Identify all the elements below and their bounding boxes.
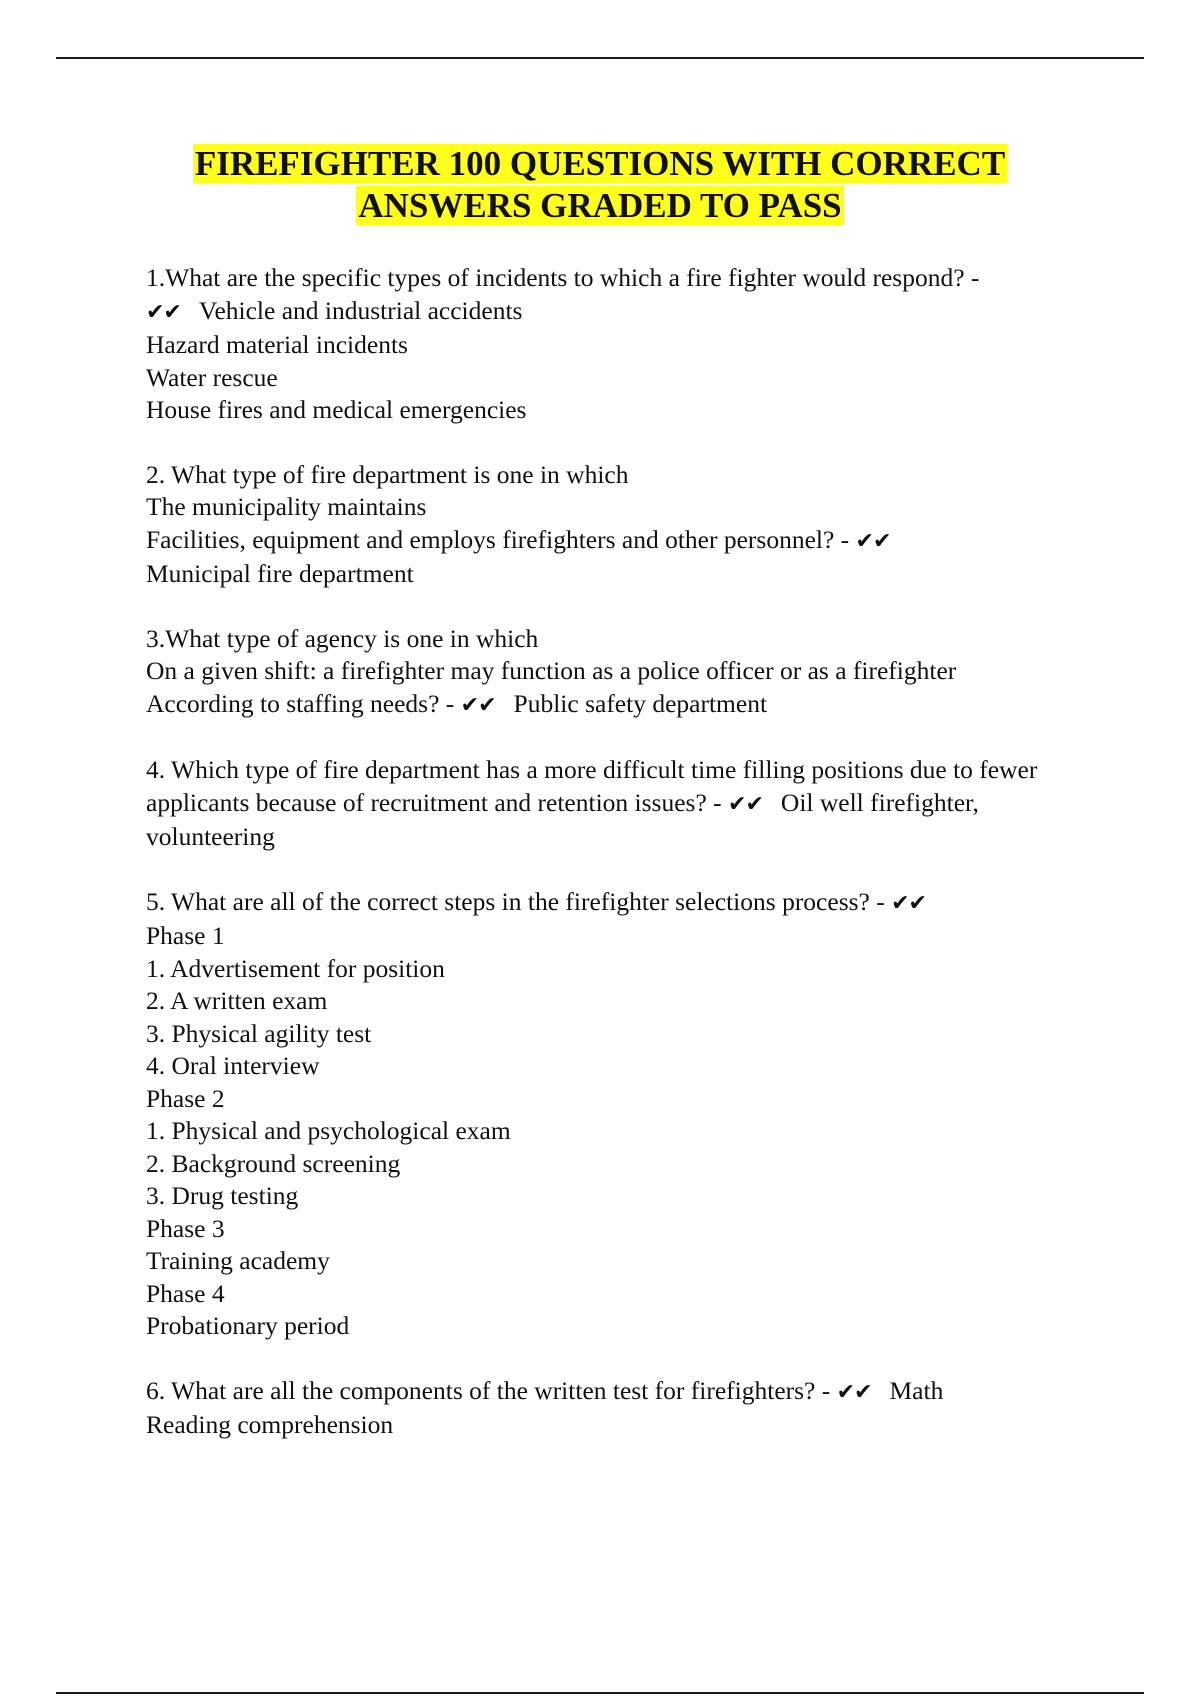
document-title: [0, 143, 1200, 227]
question-3: [146, 623, 1086, 723]
answer-line: 1. Advertisement for position: [146, 953, 445, 983]
question-text: On a given shift: a firefighter may function as a police officer or as a firefighter: [146, 656, 957, 685]
question-6: [146, 1375, 1086, 1442]
answer-line: Reading comprehension: [146, 1410, 394, 1439]
answer-line: Training academy: [146, 1246, 330, 1275]
question-list: [146, 262, 1086, 1474]
bottom-rule: [56, 1692, 1144, 1694]
top-rule: [56, 57, 1144, 59]
question-5: [146, 886, 1086, 1343]
checkmark-icon: ✔✔: [855, 528, 891, 554]
answer-text: Municipal fire department: [146, 559, 414, 588]
answer-line: Probationary period: [146, 1311, 350, 1340]
answer-line: Phase 1: [146, 921, 225, 950]
question-text: 3.What type of agency is one in which: [146, 623, 539, 653]
question-text: According to staffing needs? -: [146, 688, 455, 718]
checkmark-icon: ✔✔: [836, 1379, 872, 1405]
answer-line: Phase 3: [146, 1213, 225, 1243]
question-text: 6. What are all the components of the written test for firefighters? -: [146, 1375, 831, 1405]
checkmark-icon: ✔✔: [146, 299, 181, 325]
answer-line: 1. Physical and psychological exam: [146, 1116, 511, 1145]
question-text: The municipality maintains: [146, 492, 427, 521]
title-line-1: FIREFIGHTER 100 QUESTIONS WITH CORRECT: [194, 144, 1006, 183]
question-text: 4. Which type of fire department has a more difficult time filling positions due to fewer applicants because of recruitment and retention issues? -: [146, 755, 1038, 817]
answer-text: Vehicle and industrial accidents: [198, 295, 523, 325]
answer-text: Math: [889, 1375, 944, 1405]
question-1: [146, 262, 1086, 427]
answer-line: Water rescue: [146, 362, 278, 392]
question-2: [146, 459, 1086, 591]
question-text: 2. What type of fire department is one in which: [146, 459, 629, 489]
question-4: [146, 754, 1086, 854]
answer-line: 3. Physical agility test: [146, 1018, 372, 1048]
checkmark-icon: ✔✔: [460, 692, 496, 718]
title-line-2: ANSWERS GRADED TO PASS: [358, 186, 842, 225]
answer-line: Phase 2: [146, 1083, 225, 1113]
answer-line: 3. Drug testing: [146, 1181, 299, 1210]
answer-line: 2. A written exam: [146, 986, 328, 1015]
answer-line: 4. Oral interview: [146, 1051, 320, 1080]
checkmark-icon: ✔✔: [891, 890, 926, 916]
answer-text: Oil well firefighter, volunteering: [146, 787, 979, 851]
answer-line: Phase 4: [146, 1278, 225, 1308]
question-text: Facilities, equipment and employs firefighters and other personnel? -: [146, 524, 850, 554]
question-text: 1.What are the specific types of incidents to which a fire fighter would respond? -: [146, 263, 980, 292]
checkmark-icon: ✔✔: [728, 791, 763, 817]
question-text: 5. What are all of the correct steps in the firefighter selections process? -: [146, 886, 885, 916]
answer-line: 2. Background screening: [146, 1148, 401, 1178]
answer-line: Hazard material incidents: [146, 330, 408, 359]
answer-text: Public safety department: [513, 688, 768, 718]
answer-line: House fires and medical emergencies: [146, 395, 527, 424]
